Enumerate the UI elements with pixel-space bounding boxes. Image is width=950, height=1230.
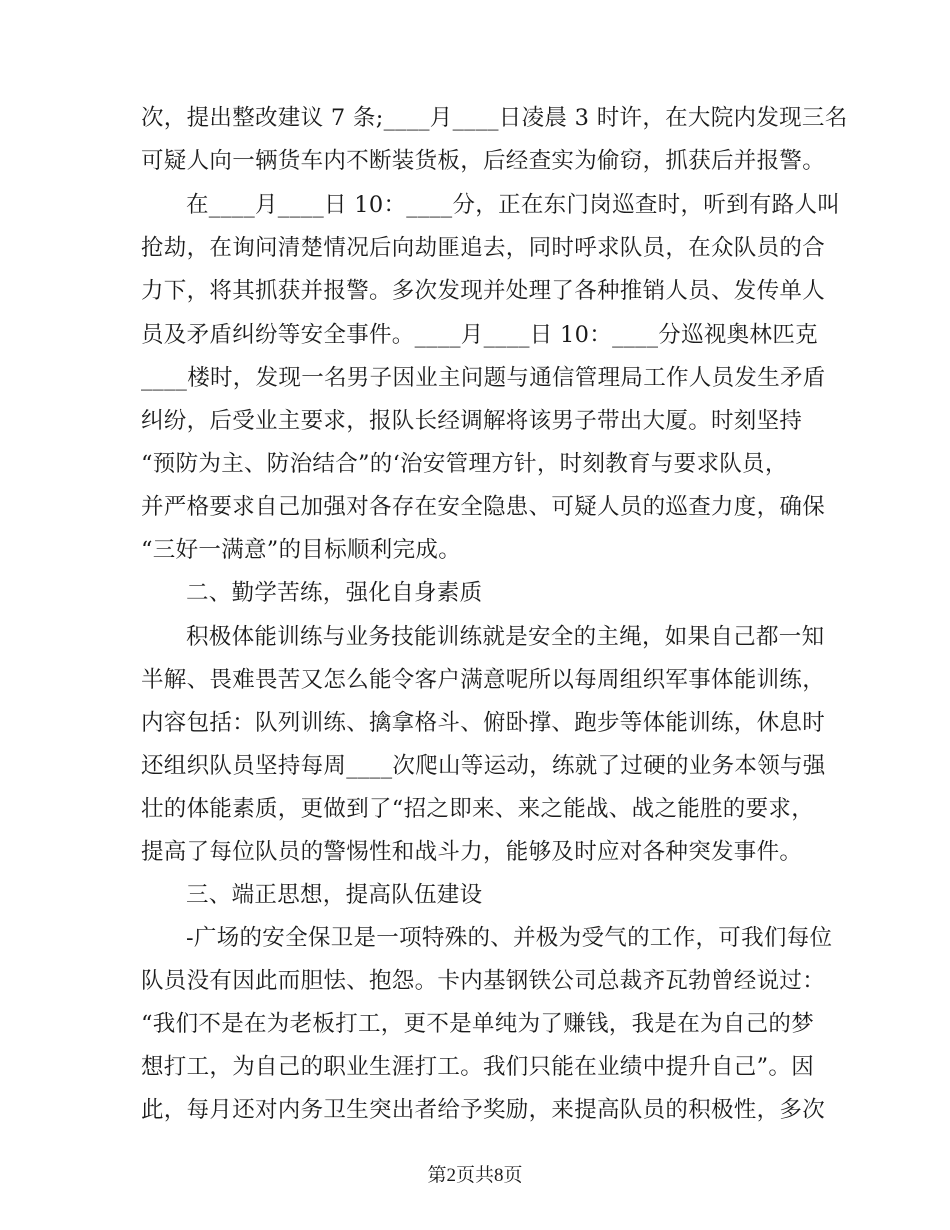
paragraph-line: 抢劫，在询问清楚情况后向劫匪追去，同时呼求队员，在众队员的合 <box>141 235 826 261</box>
paragraph-line: 还组织队员坚持每周____次爬山等运动，练就了过硬的业务本领与强 <box>141 753 826 779</box>
paragraph-line: ____楼时，发现一名男子因业主问题与通信管理局工作人员发生矛盾 <box>141 365 826 391</box>
paragraph-line: 次，提出整改建议 7 条;____月____日凌晨 3 时许，在大院内发现三名 <box>141 105 848 131</box>
paragraph-line: 内容包括：队列训练、擒拿格斗、俯卧撑、跑步等体能训练，休息时 <box>141 710 826 736</box>
paragraph-line: 纠纷，后受业主要求，报队长经调解将该男子带出大厦。时刻坚持 <box>141 408 803 434</box>
paragraph-line: 壮的体能素质，更做到了“招之即来、来之能战、战之能胜的要求， <box>141 796 815 822</box>
paragraph-line: “三好一满意”的目标顺利完成。 <box>141 537 462 563</box>
paragraph-line: 并严格要求自己加强对各存在安全隐患、可疑人员的巡查力度，确保 <box>141 494 826 520</box>
page-number-footer: 第2页共8页 <box>427 1165 523 1186</box>
paragraph-line: 此，每月还对内务卫生突出者给予奖励，来提高队员的积极性，多次 <box>141 1097 826 1123</box>
paragraph-line: 可疑人向一辆货车内不断装货板，后经查实为偷窃，抓获后并报警。 <box>141 148 826 174</box>
paragraph-line: 队员没有因此而胆怯、抱怨。卡内基钢铁公司总裁齐瓦勃曾经说过： <box>141 968 826 994</box>
paragraph-line: 提高了每位队员的警惕性和战斗力，能够及时应对各种突发事件。 <box>141 839 803 865</box>
paragraph-line: 员及矛盾纠纷等安全事件。____月____日 10：____分巡视奥林匹克 <box>141 322 818 348</box>
paragraph-line: 半解、畏难畏苦又怎么能令客户满意呢所以每周组织军事体能训练， <box>141 667 826 693</box>
paragraph-line: 力下，将其抓获并报警。多次发现并处理了各种推销人员、发传单人 <box>141 278 826 304</box>
paragraph-line: -广场的安全保卫是一项特殊的、并极为受气的工作，可我们每位 <box>186 925 833 951</box>
paragraph-line: “我们不是在为老板打工，更不是单纯为了赚钱，我是在为自己的梦 <box>141 1011 815 1037</box>
section-heading: 三、端正思想，提高队伍建设 <box>186 882 483 908</box>
paragraph-line: 在____月____日 10：____分，正在东门岗巡查时，听到有路人叫 <box>186 192 841 218</box>
paragraph-line: “预防为主、防治结合”的‘治安管理方针，时刻教育与要求队员， <box>141 451 788 477</box>
section-heading: 二、勤学苦练，强化自身素质 <box>186 580 483 606</box>
paragraph-line: 想打工，为自己的职业生涯打工。我们只能在业绩中提升自己”。因 <box>141 1054 815 1080</box>
paragraph-line: 积极体能训练与业务技能训练就是安全的主绳，如果自己都一知 <box>186 624 825 650</box>
